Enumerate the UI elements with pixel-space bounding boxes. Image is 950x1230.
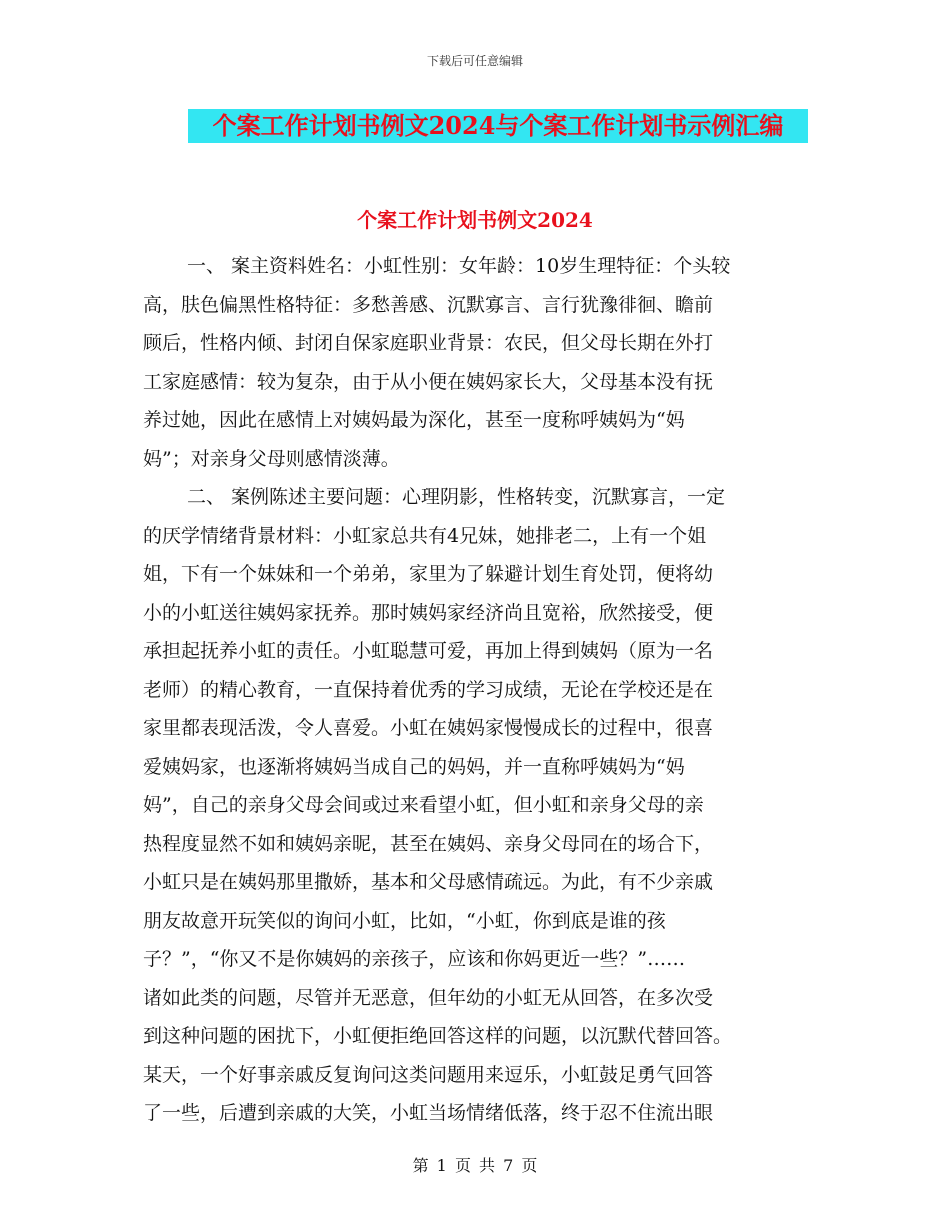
text-line: 承担起抚养小虹的责任。小虹聪慧可爱，再加上得到姨妈（原为一名 (143, 640, 714, 662)
text-line: 诸如此类的问题，尽管并无恶意，但年幼的小虹无从回答，在多次受 (143, 986, 714, 1009)
text-line: 工家庭感情：较为复杂，由于从小便在姨妈家长大，父母基本没有抚 (143, 370, 714, 393)
main-title: 个案工作计划书例文2024与个案工作计划书示例汇编 (212, 111, 784, 140)
text-line: 家里都表现活泼，令人喜爱。小虹在姨妈家慢慢成长的过程中，很喜 (143, 717, 714, 739)
text-line: 一、 案主资料姓名：小虹性别：女年龄：10岁生理特征：个头较 (187, 255, 731, 277)
text-line: 妈”，自己的亲身父母会间或过来看望小虹，但小虹和亲身父母的亲 (143, 794, 704, 816)
text-line: 妈”；对亲身父母则感情淡薄。 (143, 447, 400, 470)
text-line: 的厌学情绪背景材料：小虹家总共有4兄妹，她排老二，上有一个姐 (143, 524, 707, 547)
text-line: 高，肤色偏黑性格特征：多愁善感、沉默寡言、言行犹豫徘徊、瞻前 (143, 293, 714, 316)
text-line: 小虹只是在姨妈那里撒娇，基本和父母感情疏远。为此，有不少亲戚 (143, 871, 714, 893)
sub-title: 个案工作计划书例文2024 (357, 208, 593, 232)
text-line: 养过她，因此在感情上对姨妈最为深化，甚至一度称呼姨妈为“妈 (143, 409, 685, 431)
text-line: 朋友故意开玩笑似的询问小虹，比如，“小虹，你到底是谁的孩 (143, 909, 666, 932)
text-line: 小的小虹送往姨妈家抚养。那时姨妈家经济尚且宽裕，欣然接受，便 (143, 601, 714, 624)
text-line: 了一些，后遭到亲戚的大笑，小虹当场情绪低落，终于忍不住流出眼 (143, 1102, 714, 1124)
header-note: 下载后可任意编辑 (426, 54, 523, 68)
page-footer: 第 1 页 共 7 页 (412, 1156, 538, 1175)
text-line: 爱姨妈家，也逐渐将姨妈当成自己的妈妈，并一直称呼姨妈为“妈 (143, 755, 685, 778)
text-line: 老师）的精心教育，一直保持着优秀的学习成绩，无论在学校还是在 (143, 678, 714, 701)
main-title-highlight (188, 109, 808, 143)
text-line: 子？”，“你又不是你姨妈的亲孩子，应该和你妈更近一些？”…… (143, 948, 686, 970)
text-line: 某天，一个好事亲戚反复询问这类问题用来逗乐，小虹鼓足勇气回答 (143, 1063, 714, 1086)
text-line: 二、 案例陈述主要问题：心理阴影，性格转变，沉默寡言，一定 (187, 486, 726, 508)
text-line: 顾后，性格内倾、封闭自保家庭职业背景：农民，但父母长期在外打 (143, 332, 714, 354)
text-line: 姐，下有一个妹妹和一个弟弟，家里为了躲避计划生育处罚，便将幼 (143, 563, 714, 585)
text-line: 到这种问题的困扰下，小虹便拒绝回答这样的问题，以沉默代替回答。 (143, 1025, 733, 1047)
body-text (143, 247, 813, 1133)
text-line: 热程度显然不如和姨妈亲昵，甚至在姨妈、亲身父母同在的场合下， (143, 832, 714, 855)
